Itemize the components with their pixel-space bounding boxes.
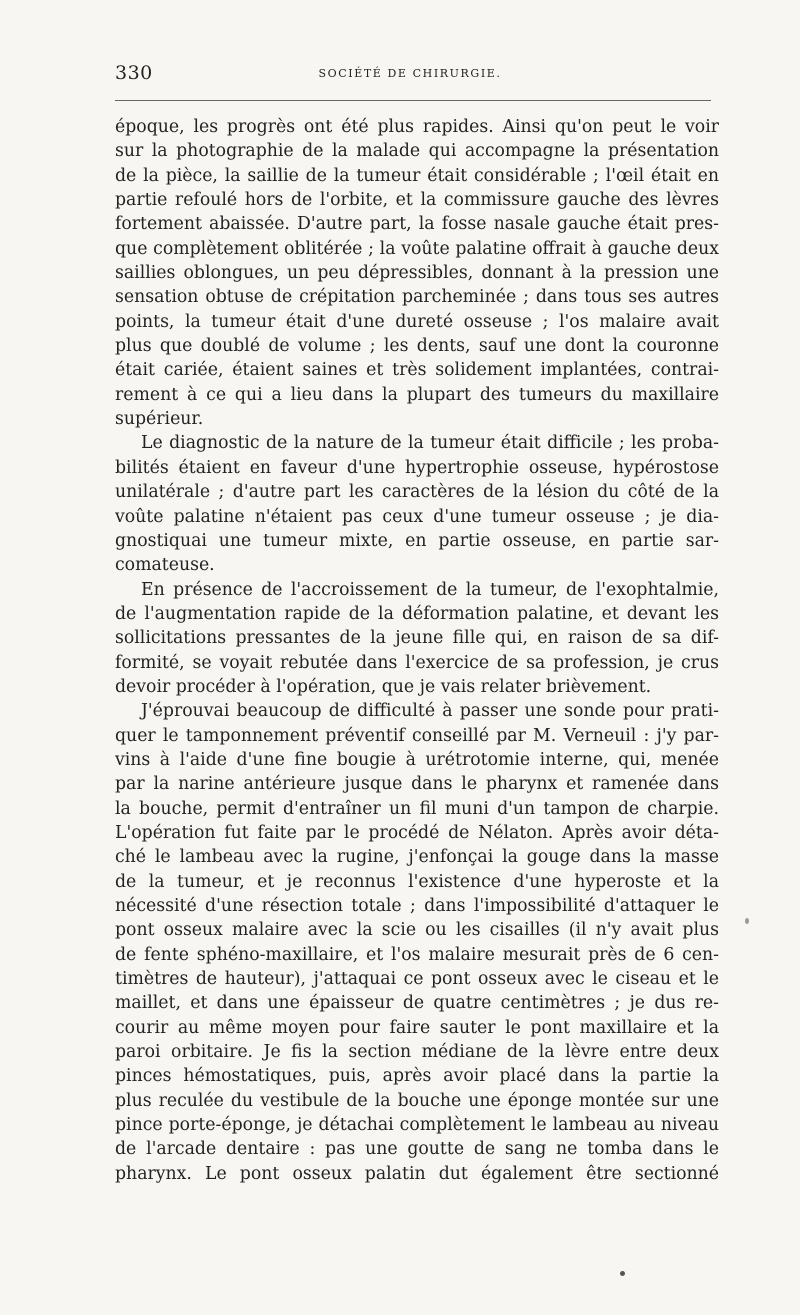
text-line: ché le lambeau avec la rugine, j'enfonçai la gouge dans la masse [115, 847, 719, 868]
text-line: fortement abaissée. D'autre part, la fosse nasale gauche était pres- [115, 214, 719, 235]
text-line: de l'augmentation rapide de la déformation palatine, et devant les [115, 603, 719, 624]
text-line: partie refoulé hors de l'orbite, et la commissure gauche des lèvres [115, 190, 719, 211]
text-line: gnostiquai une tumeur mixte, en partie osseuse, en partie sar- [115, 530, 719, 551]
text-line: de la tumeur, et je reconnus l'existence d'une hyperoste et la [115, 871, 719, 892]
text-line: supérieur. [115, 409, 204, 430]
text-line: comateuse. [115, 555, 215, 576]
text-line: paroi orbitaire. Je fis la section médiane de la lèvre entre deux [115, 1042, 719, 1063]
text-line: courir au même moyen pour faire sauter le pont maxillaire et la [115, 1017, 719, 1038]
text-line: unilatérale ; d'autre part les caractères de la lésion du côté de la [115, 482, 719, 503]
text-line: plus reculée du vestibule de la bouche une éponge montée sur une [115, 1090, 719, 1111]
text-line: par la narine antérieure jusque dans le pharynx et ramenée dans [115, 774, 719, 795]
text-line: sensation obtuse de crépitation parcheminée ; dans tous ses autres [115, 287, 719, 308]
text-line: voûte palatine n'étaient pas ceux d'une tumeur osseuse ; je dia- [115, 506, 719, 527]
text-line: formité, se voyait rebutée dans l'exercice de sa profession, je crus [115, 652, 719, 673]
body-text [115, 115, 719, 1186]
text-line: pince porte-éponge, je détachai complètement le lambeau au niveau [115, 1115, 719, 1136]
text-line: que complètement oblitérée ; la voûte palatine offrait à gauche deux [115, 238, 719, 259]
text-line: époque, les progrès ont été plus rapides. Ainsi qu'on peut le voir [115, 117, 719, 137]
text-line: bilités étaient en faveur d'une hypertrophie osseuse, hypérostose [115, 457, 719, 478]
text-line: était cariée, étaient saines et très solidement implantées, contrai- [115, 360, 719, 381]
text-line: pinces hémostatiques, puis, après avoir placé dans la partie la [115, 1066, 719, 1087]
text-line: plus que doublé de volume ; les dents, sauf une dont la couronne [115, 336, 719, 357]
text-line: de la pièce, la saillie de la tumeur était considérable ; l'œil était en [115, 165, 719, 186]
text-line: devoir procéder à l'opération, que je vais relater brièvement. [115, 676, 652, 697]
text-line: Le diagnostic de la nature de la tumeur était difficile ; les proba- [141, 433, 719, 454]
text-line: vins à l'aide d'une fine bougie à urétrotomie interne, qui, menée [115, 749, 719, 770]
paper-speck [745, 918, 749, 924]
text-line: pont osseux malaire avec la scie ou les cisailles (il n'y avait plus [115, 920, 719, 941]
text-line: de fente sphéno-maxillaire, et l'os malaire mesurait près de 6 cen- [115, 944, 719, 965]
paper-speck [620, 1271, 625, 1276]
text-line: sur la photographie de la malade qui accompagne la présentation [115, 141, 719, 162]
text-line: J'éprouvai beaucoup de difficulté à passer une sonde pour prati- [141, 701, 719, 722]
text-line: rement à ce qui a lieu dans la plupart des tumeurs du maxillaire [115, 384, 719, 405]
text-line: L'opération fut faite par le procédé de Nélaton. Après avoir déta- [115, 822, 719, 843]
text-line: En présence de l'accroissement de la tumeur, de l'exophtalmie, [141, 579, 719, 600]
text-line: la bouche, permit d'entraîner un fil muni d'un tampon de charpie. [115, 798, 719, 819]
page-number: 330 [115, 62, 153, 84]
text-line: quer le tamponnement préventif conseillé par M. Verneuil : j'y par- [115, 725, 719, 746]
text-line: de l'arcade dentaire : pas une goutte de sang ne tomba dans le [115, 1139, 719, 1160]
text-line: nécessité d'une résection totale ; dans l'impossibilité d'attaquer le [115, 896, 719, 916]
text-line: points, la tumeur était d'une dureté osseuse ; l'os malaire avait [115, 311, 719, 332]
text-line: sollicitations pressantes de la jeune fille qui, en raison de sa dif- [115, 628, 719, 649]
running-head: SOCIÉTÉ DE CHIRURGIE. [318, 67, 502, 80]
text-line: saillies oblongues, un peu dépressibles, donnant à la pression une [115, 263, 719, 284]
text-line: pharynx. Le pont osseux palatin dut également être sectionné [115, 1163, 719, 1184]
header-rule [115, 100, 711, 101]
text-line: timètres de hauteur), j'attaquai ce pont osseux avec le ciseau et le [115, 969, 719, 990]
text-line: maillet, et dans une épaisseur de quatre centimètres ; je dus re- [115, 993, 719, 1014]
